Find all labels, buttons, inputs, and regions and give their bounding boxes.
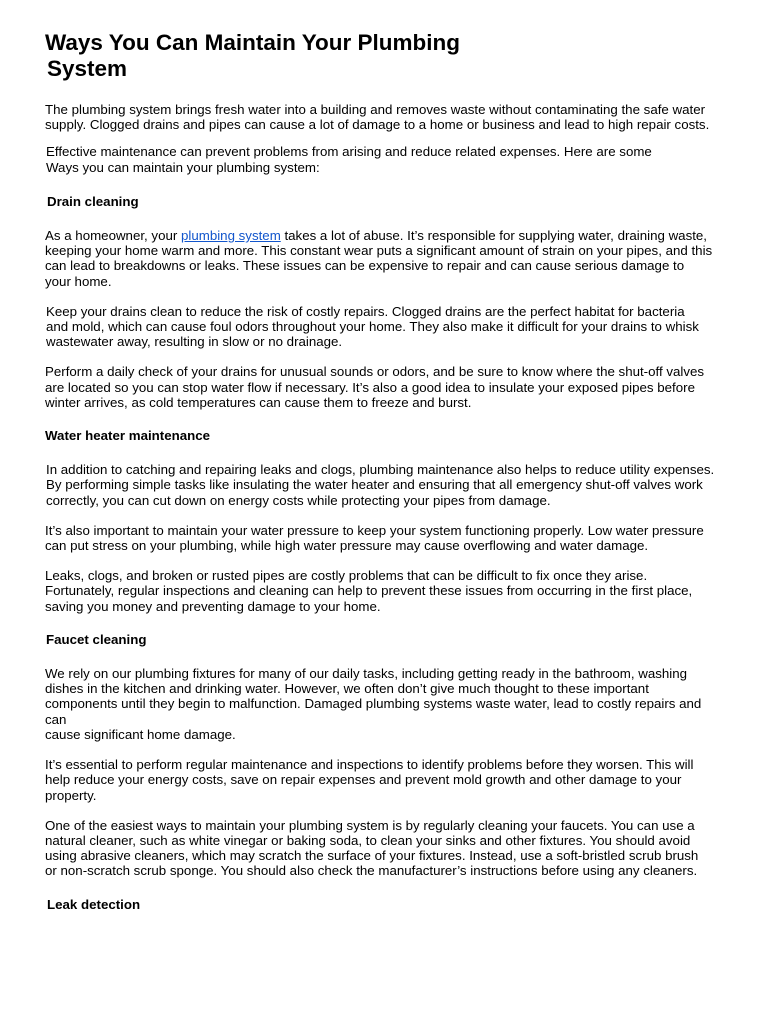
page-title-line-1: Ways You Can Maintain Your Plumbing bbox=[45, 30, 461, 55]
plumbing-system-link[interactable]: plumbing system bbox=[181, 228, 281, 244]
faucet-paragraph-1 bbox=[45, 666, 705, 742]
section-heading-drain-cleaning: Drain cleaning bbox=[47, 193, 139, 209]
faucet-paragraph-2: It’s essential to perform regular maintenance and inspections to identify problems before they worsen. This will help reduce your energy costs, save on repair expenses and prevent mold growth and other damage to your property. bbox=[45, 757, 694, 803]
heater-paragraph-1: In addition to catching and repairing leaks and clogs, plumbing maintenance also helps to reduce utility expenses. By performing simple tasks like insulating the water heater and ensuring that all emergency shut-off valves work correctly, you can cut down on energy costs while protecting your pipes from damage. bbox=[46, 462, 715, 508]
section-heading-faucet-cleaning: Faucet cleaning bbox=[46, 631, 147, 647]
faucet-paragraph-3: One of the easiest ways to maintain your plumbing system is by regularly cleaning your faucets. You can use a natural cleaner, such as white vinegar or baking soda, to clean your sinks and other fixtures. You should avoid using abrasive cleaners, which may scratch the surface of your fixtures. Instead, use a soft-bristled scrub brush or non-scratch scrub sponge. You should also check the manufacturer’s instructions before using any cleaners. bbox=[45, 817, 699, 879]
drain-paragraph-1 bbox=[45, 228, 713, 289]
section-heading-water-heater: Water heater maintenance bbox=[45, 428, 211, 444]
faucet-paragraph-1-start: We rely on our plumbing fixtures for many of our daily tasks, including getting ready in the bathroom, washing dishes in the kitchen and drinking water. However, we often don’t give much thought to these important components until they begin to malfunction. Damaged plumbing systems waste water, lead to costly repairs and can bbox=[45, 666, 702, 727]
drain-paragraph-1-end: takes a lot of abuse. It’s responsible for supplying water, draining waste, keeping your home warm and more. This constant wear puts a significant amount of strain on your pipes, and this can lead to breakdowns or leaks. These issues can be expensive to repair and can cause serious damage to your home. bbox=[45, 228, 713, 289]
heater-paragraph-2: It’s also important to maintain your water pressure to keep your system functioning properly. Low water pressure can put stress on your plumbing, while high water pressure may cause overflowing and water damage. bbox=[45, 522, 704, 554]
intro-paragraph-1: The plumbing system brings fresh water into a building and removes waste without contaminating the safe water supply. Clogged drains and pipes can cause a lot of damage to a home or business and lead to high repair costs. bbox=[45, 102, 710, 133]
heater-paragraph-3: Leaks, clogs, and broken or rusted pipes are costly problems that can be difficult to fix once they arise. Fortunately, regular inspections and cleaning can help to prevent these issues from occurring in the first place, saving you money and preventing damage to your home. bbox=[45, 568, 693, 614]
drain-paragraph-1-start: As a homeowner, your bbox=[45, 228, 181, 244]
drain-paragraph-2: Keep your drains clean to reduce the risk of costly repairs. Clogged drains are the perfect habitat for bacteria and mold, which can cause foul odors throughout your home. They also make it difficult for your drains to whisk wastewater away, resulting in slow or no drainage. bbox=[46, 303, 699, 350]
drain-paragraph-3: Perform a daily check of your drains for unusual sounds or odors, and be sure to know where the shut-off valves are located so you can stop water flow if necessary. It’s also a good idea to insulate your exposed pipes before winter arrives, as cold temperatures can cause them to freeze and burst. bbox=[45, 364, 705, 410]
intro-paragraph-2: Effective maintenance can prevent problems from arising and reduce related expenses. Here are some Ways you can maintain your plumbing system: bbox=[46, 144, 652, 175]
page-title bbox=[45, 30, 725, 82]
page-title-line-2: System bbox=[47, 56, 128, 81]
faucet-paragraph-1-end: cause significant home damage. bbox=[45, 726, 236, 742]
section-heading-leak-detection: Leak detection bbox=[47, 896, 141, 912]
document-page bbox=[45, 30, 725, 912]
